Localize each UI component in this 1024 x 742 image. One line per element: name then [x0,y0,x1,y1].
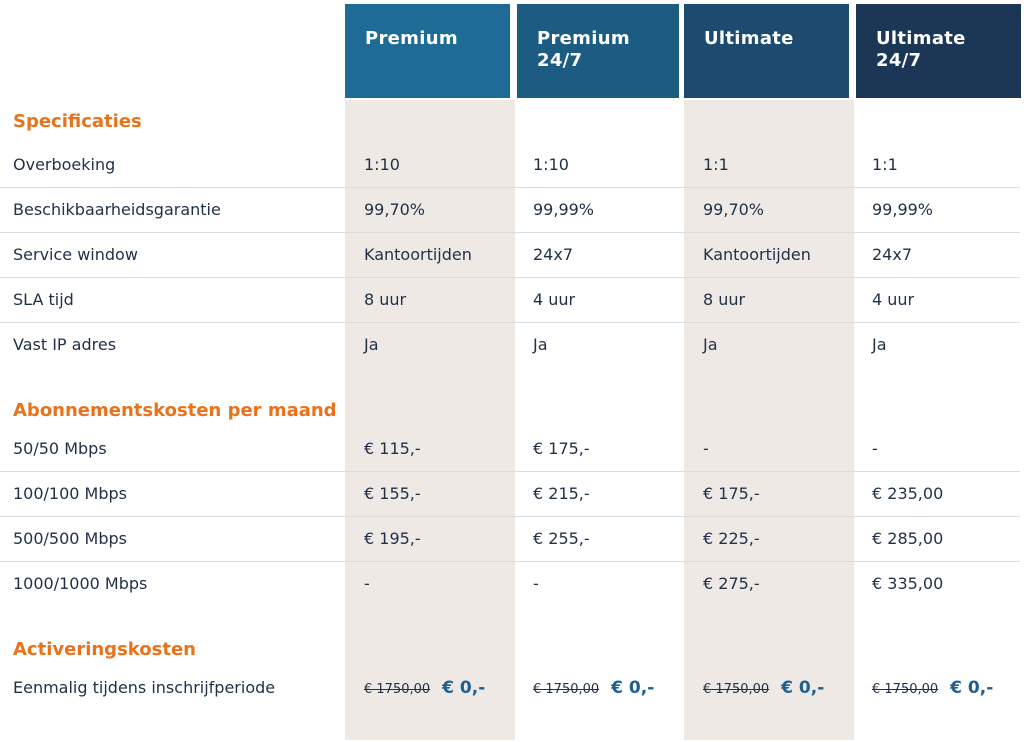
row-label: 500/500 Mbps [13,529,128,548]
cell-value: € 335,00 [872,574,944,593]
table-row [0,188,1024,233]
cell-value: € 215,- [533,484,590,503]
cell-value: 1:10 [364,155,400,174]
new-price: € 0,- [442,678,486,698]
row-label: Service window [13,245,138,264]
cell-value: 8 uur [703,290,746,309]
cell-value: € 195,- [364,529,421,548]
column-header-premium: Premium [345,4,510,98]
activation-price-ultimate-24-7 [872,666,993,710]
cell-value: Kantoortijden [703,245,811,264]
cell-value: - [703,439,709,458]
new-price: € 0,- [611,678,655,698]
activation-price-premium-24-7 [533,666,654,710]
table-row [0,666,1024,711]
cell-value: 24x7 [533,245,574,264]
cell-value: - [533,574,539,593]
cell-value: € 115,- [364,439,421,458]
cell-value: 1:10 [533,155,569,174]
cell-value: € 175,- [703,484,760,503]
cell-value: 4 uur [533,290,576,309]
old-price: € 1750,00 [364,682,431,697]
cell-value: 1:1 [872,155,898,174]
table-row [0,323,1024,368]
new-price: € 0,- [950,678,994,698]
cell-value: € 255,- [533,529,590,548]
table-row [0,562,1024,607]
cell-value: - [872,439,878,458]
table-row [0,427,1024,472]
row-label: SLA tijd [13,290,74,309]
old-price: € 1750,00 [872,682,939,697]
table-row [0,143,1024,188]
section-title-activeringskosten: Activeringskosten [13,639,196,660]
activation-price-ultimate [703,666,824,710]
cell-value: 24x7 [872,245,913,264]
cell-value: Ja [364,335,379,354]
table-row [0,278,1024,323]
cell-value: 99,99% [533,200,595,219]
old-price: € 1750,00 [533,682,600,697]
row-label: 100/100 Mbps [13,484,128,503]
row-label: 1000/1000 Mbps [13,574,148,593]
row-label: 50/50 Mbps [13,439,107,458]
section-title-abonnementskosten: Abonnementskosten per maand [13,400,337,421]
cell-value: € 175,- [533,439,590,458]
activation-price-premium [364,666,485,710]
cell-value: € 285,00 [872,529,944,548]
cell-value: Ja [533,335,548,354]
cell-value: 99,70% [703,200,765,219]
table-row [0,472,1024,517]
row-label: Eenmalig tijdens inschrijfperiode [13,678,276,697]
column-header-ultimate: Ultimate [684,4,849,98]
cell-value: Ja [872,335,887,354]
row-label: Beschikbaarheidsgarantie [13,200,221,219]
cell-value: € 155,- [364,484,421,503]
column-header-ultimate-24-7: Ultimate 24/7 [856,4,1021,98]
cell-value: Kantoortijden [364,245,472,264]
table-row [0,233,1024,278]
cell-value: 1:1 [703,155,729,174]
new-price: € 0,- [781,678,825,698]
cell-value: Ja [703,335,718,354]
cell-value: € 235,00 [872,484,944,503]
row-label: Overboeking [13,155,116,174]
table-row [0,517,1024,562]
cell-value: 8 uur [364,290,407,309]
old-price: € 1750,00 [703,682,770,697]
column-header-premium-24-7: Premium 24/7 [517,4,679,98]
cell-value: 99,99% [872,200,934,219]
cell-value: 4 uur [872,290,915,309]
cell-value: € 225,- [703,529,760,548]
section-title-specificaties: Specificaties [13,111,142,132]
cell-value: 99,70% [364,200,426,219]
cell-value: € 275,- [703,574,760,593]
cell-value: - [364,574,370,593]
row-label: Vast IP adres [13,335,117,354]
